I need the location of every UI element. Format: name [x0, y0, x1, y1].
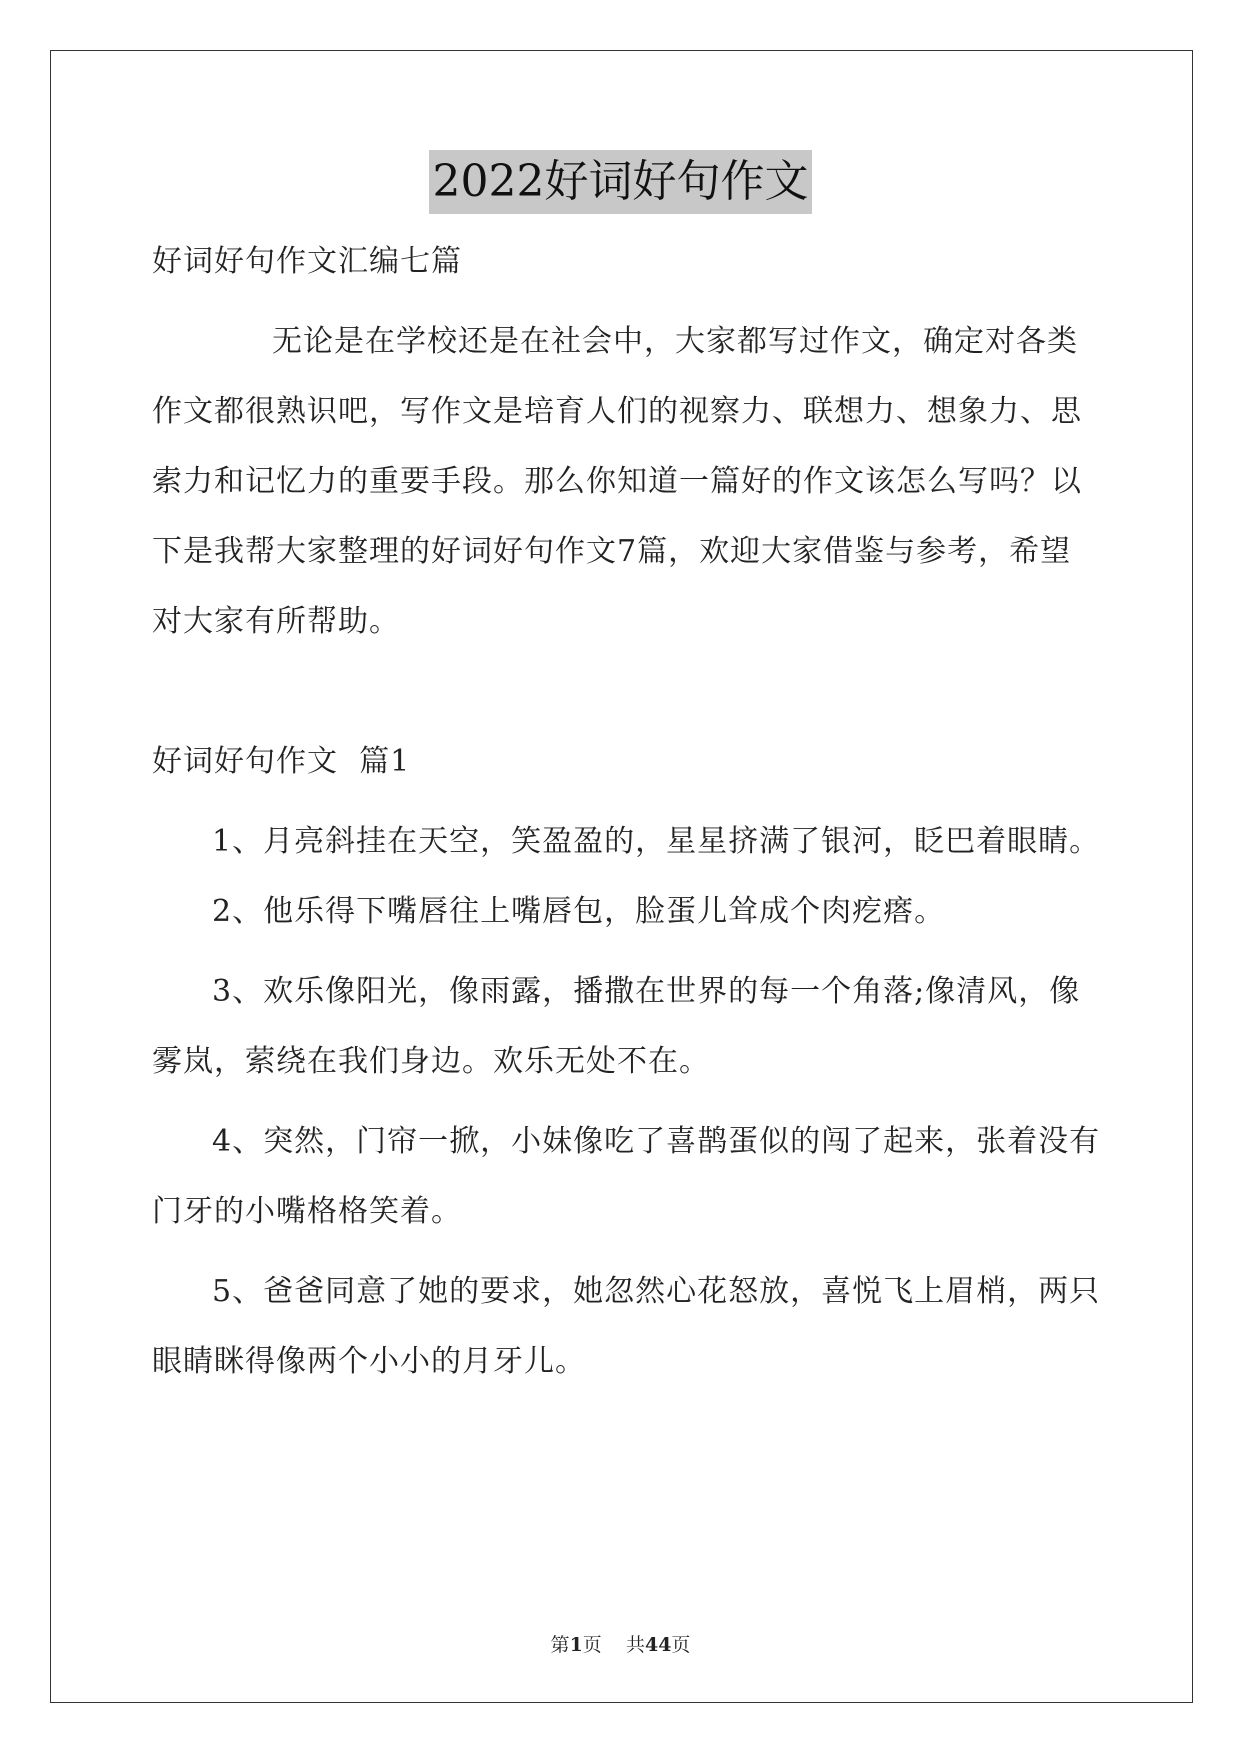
list-item-continuation: 眼睛眯得像两个小小的月牙儿。 [152, 1344, 586, 1379]
page-border [50, 50, 1193, 1703]
total-pages-number: 44 [644, 1634, 672, 1656]
list-item: 4、突然，门帘一掀，小妹像吃了喜鹊蛋似的闯了起来，张着没有 [212, 1124, 1101, 1159]
list-item: 5、爸爸同意了她的要求，她忽然心花怒放，喜悦飞上眉梢，两只 [212, 1274, 1101, 1309]
document-title: 2022好词好句作文 [429, 150, 813, 214]
footer-middle: 页 共 [582, 1634, 645, 1656]
current-page-number: 1 [569, 1634, 583, 1656]
intro-line: 无论是在学校还是在社会中，大家都写过作文，确定对各类 [272, 324, 1078, 359]
footer-suffix: 页 [671, 1634, 691, 1656]
footer-prefix: 第 [550, 1634, 570, 1656]
list-item-continuation: 雾岚，萦绕在我们身边。欢乐无处不在。 [152, 1044, 710, 1079]
intro-line: 索力和记忆力的重要手段。那么你知道一篇好的作文该怎么写吗？以 [152, 464, 1082, 499]
list-item: 2、他乐得下嘴唇往上嘴唇包，脸蛋儿耸成个肉疙瘩。 [212, 894, 946, 929]
section-heading: 好词好句作文 篇1 [152, 744, 411, 779]
intro-line: 下是我帮大家整理的好词好句作文7篇，欢迎大家借鉴与参考，希望 [152, 534, 1072, 569]
document-subtitle: 好词好句作文汇编七篇 [152, 244, 462, 279]
list-item-continuation: 门牙的小嘴格格笑着。 [152, 1194, 462, 1229]
title-container [0, 150, 1241, 214]
page-footer [0, 1630, 1241, 1657]
list-item: 1、月亮斜挂在天空，笑盈盈的，星星挤满了银河，眨巴着眼睛。 [212, 824, 1101, 859]
list-item: 3、欢乐像阳光，像雨露，播撒在世界的每一个角落;像清风，像 [212, 974, 1081, 1009]
intro-line: 对大家有所帮助。 [152, 604, 400, 639]
intro-line: 作文都很熟识吧，写作文是培育人们的视察力、联想力、想象力、思 [152, 394, 1082, 429]
